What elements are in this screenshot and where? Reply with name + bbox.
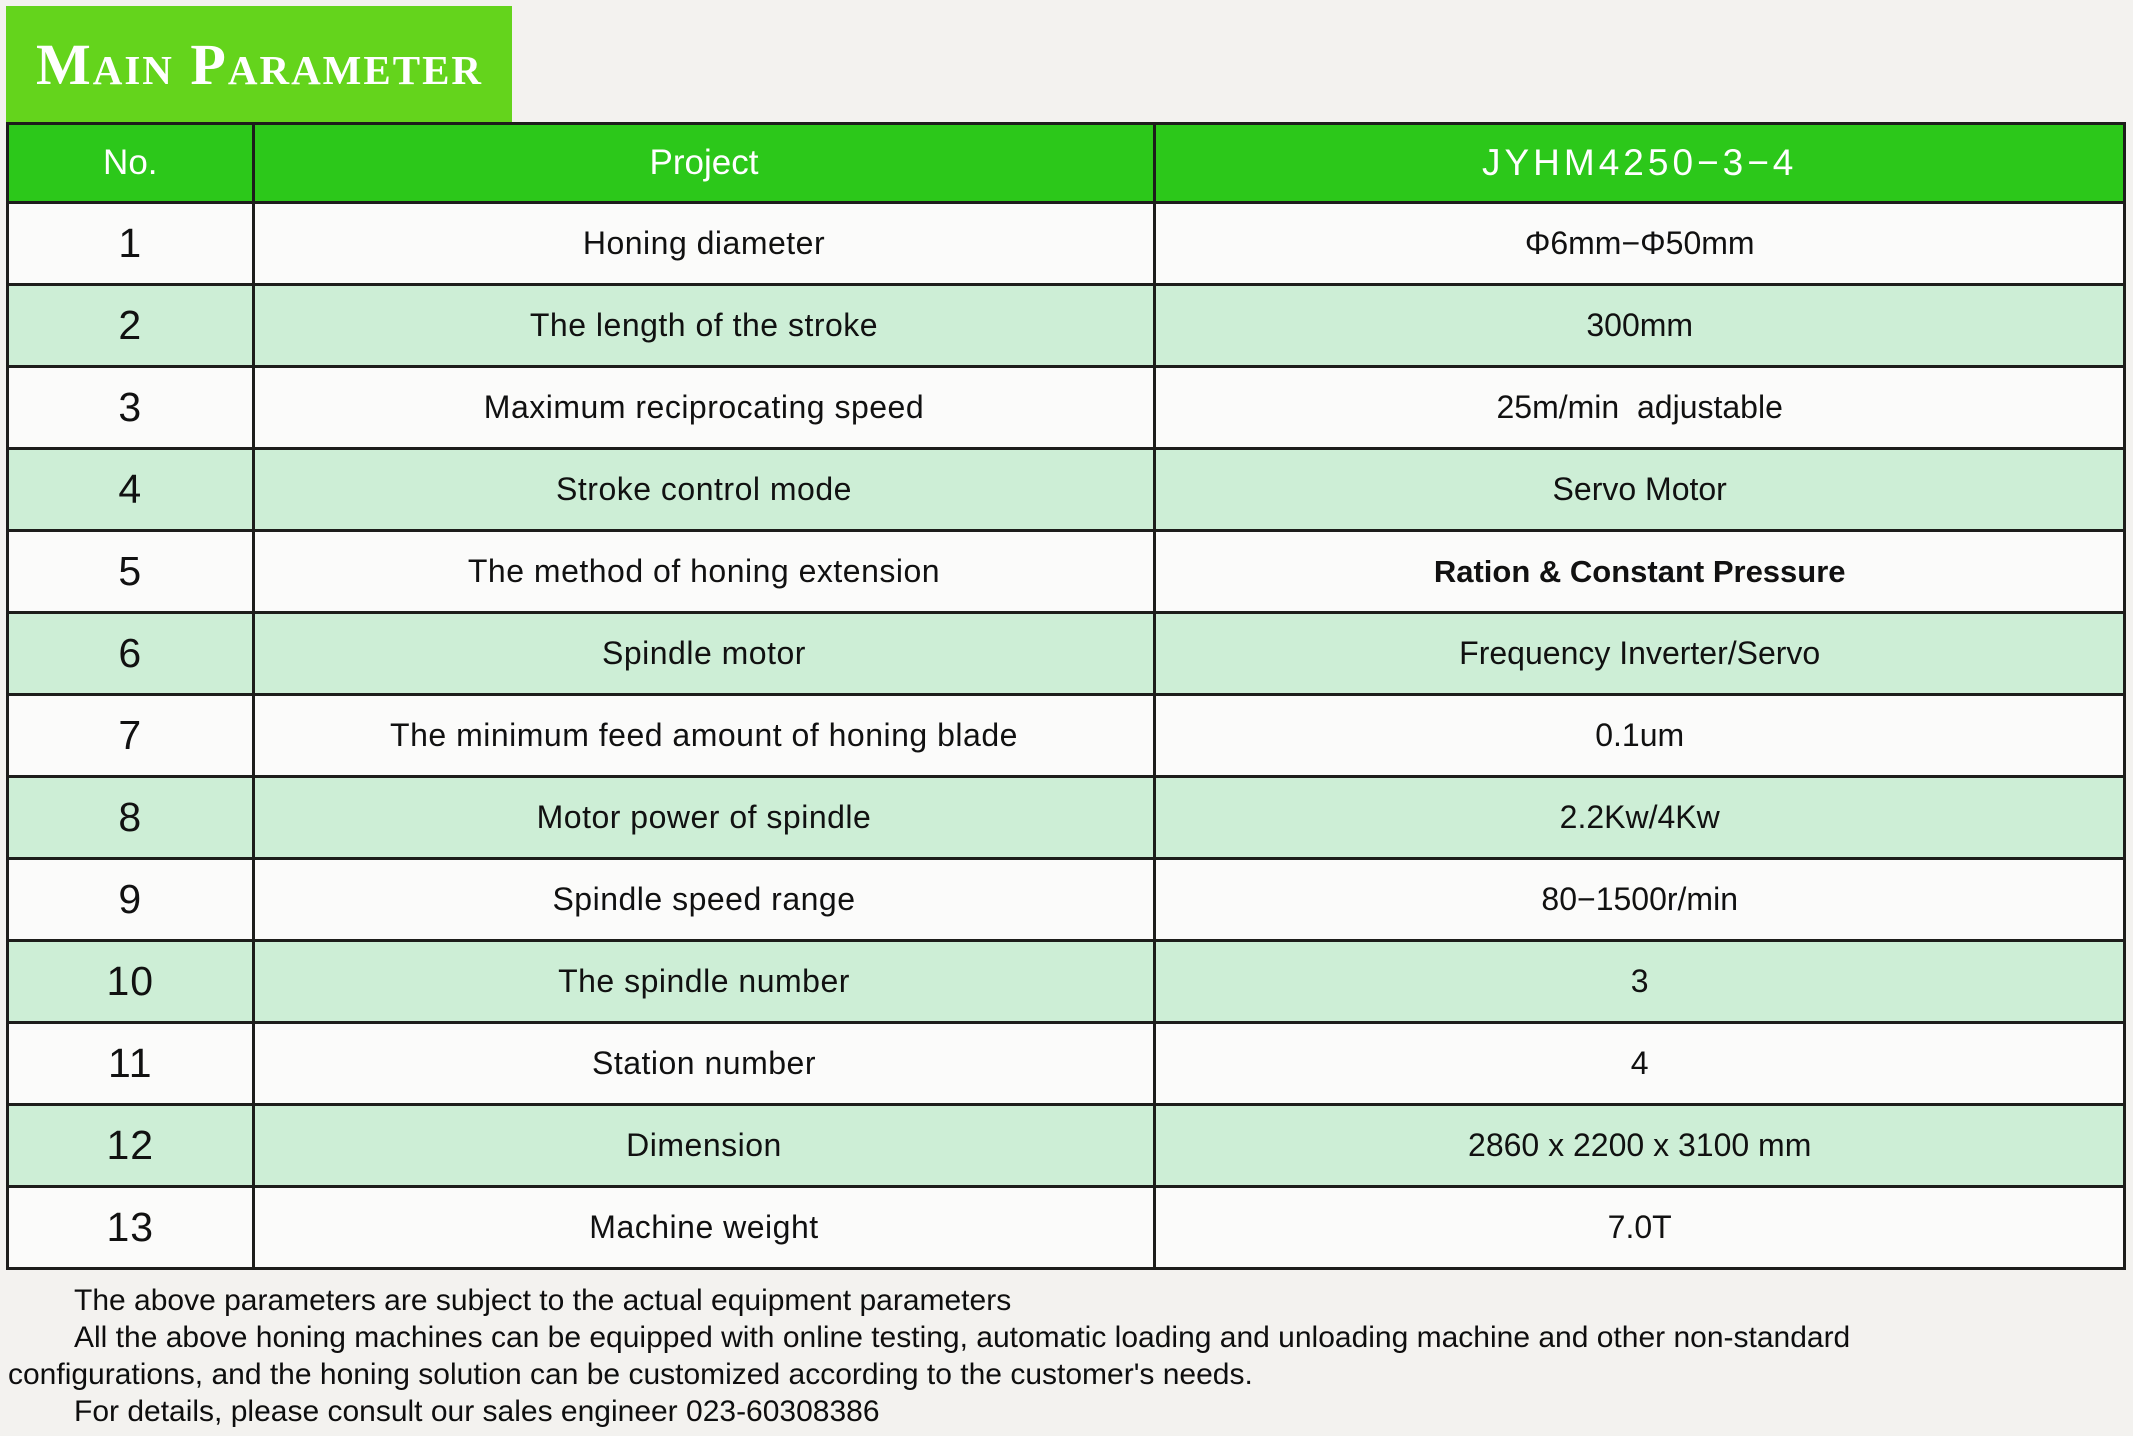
table-row — [8, 285, 2125, 367]
footer-notes — [8, 1282, 2126, 1430]
table-row — [8, 1105, 2125, 1187]
project-cell: Maximum reciprocating speed — [253, 367, 1155, 449]
footer-line: For details, please consult our sales engineer 023-60308386 — [74, 1395, 880, 1428]
footer-line: configurations, and the honing solution can be customized according to the customer's needs. — [8, 1358, 1253, 1391]
main-parameter-banner — [6, 6, 512, 122]
value-cell: 2.2Kw/4Kw — [1155, 777, 2125, 859]
no-cell: 4 — [8, 449, 254, 531]
footer-line: All the above honing machines can be equipped with online testing, automatic loading and unloading machine and other non-standard — [74, 1321, 1851, 1354]
no-cell: 12 — [8, 1105, 254, 1187]
no-cell: 1 — [8, 203, 254, 285]
project-cell: The spindle number — [253, 941, 1155, 1023]
value-cell: 0.1um — [1155, 695, 2125, 777]
no-cell: 11 — [8, 1023, 254, 1105]
parameter-table — [6, 122, 2126, 1270]
table-body — [8, 203, 2125, 1269]
table-row — [8, 859, 2125, 941]
table-row — [8, 449, 2125, 531]
value-cell: 4 — [1155, 1023, 2125, 1105]
table-row — [8, 613, 2125, 695]
header-no: No. — [8, 124, 254, 203]
no-cell: 3 — [8, 367, 254, 449]
project-cell: Machine weight — [253, 1187, 1155, 1269]
project-cell: The minimum feed amount of honing blade — [253, 695, 1155, 777]
value-cell: 2860 x 2200 x 3100 mm — [1155, 1105, 2125, 1187]
project-cell: Station number — [253, 1023, 1155, 1105]
project-cell: The method of honing extension — [253, 531, 1155, 613]
footer-line: The above parameters are subject to the actual equipment parameters — [74, 1284, 1012, 1317]
project-cell: Spindle motor — [253, 613, 1155, 695]
project-cell: Stroke control mode — [253, 449, 1155, 531]
project-cell: Dimension — [253, 1105, 1155, 1187]
value-cell: 7.0T — [1155, 1187, 2125, 1269]
header-model: JYHM4250−3−4 — [1155, 124, 2125, 203]
no-cell: 2 — [8, 285, 254, 367]
value-cell: Ration & Constant Pressure — [1155, 531, 2125, 613]
table-row — [8, 367, 2125, 449]
no-cell: 9 — [8, 859, 254, 941]
value-cell: Frequency Inverter/Servo — [1155, 613, 2125, 695]
table-row — [8, 1187, 2125, 1269]
table-row — [8, 531, 2125, 613]
table-row — [8, 777, 2125, 859]
value-cell: Servo Motor — [1155, 449, 2125, 531]
page-title: Main Parameter — [36, 31, 484, 97]
value-cell: Φ6mm−Φ50mm — [1155, 203, 2125, 285]
no-cell: 8 — [8, 777, 254, 859]
table-row — [8, 203, 2125, 285]
no-cell: 13 — [8, 1187, 254, 1269]
value-cell: 80−1500r/min — [1155, 859, 2125, 941]
table-header-row — [8, 124, 2125, 203]
project-cell: Spindle speed range — [253, 859, 1155, 941]
table-row — [8, 1023, 2125, 1105]
project-cell: The length of the stroke — [253, 285, 1155, 367]
value-cell: 300mm — [1155, 285, 2125, 367]
project-cell: Motor power of spindle — [253, 777, 1155, 859]
value-cell: 25m/min adjustable — [1155, 367, 2125, 449]
header-project: Project — [253, 124, 1155, 203]
value-cell: 3 — [1155, 941, 2125, 1023]
no-cell: 5 — [8, 531, 254, 613]
no-cell: 6 — [8, 613, 254, 695]
project-cell: Honing diameter — [253, 203, 1155, 285]
table-row — [8, 695, 2125, 777]
no-cell: 7 — [8, 695, 254, 777]
table-row — [8, 941, 2125, 1023]
no-cell: 10 — [8, 941, 254, 1023]
